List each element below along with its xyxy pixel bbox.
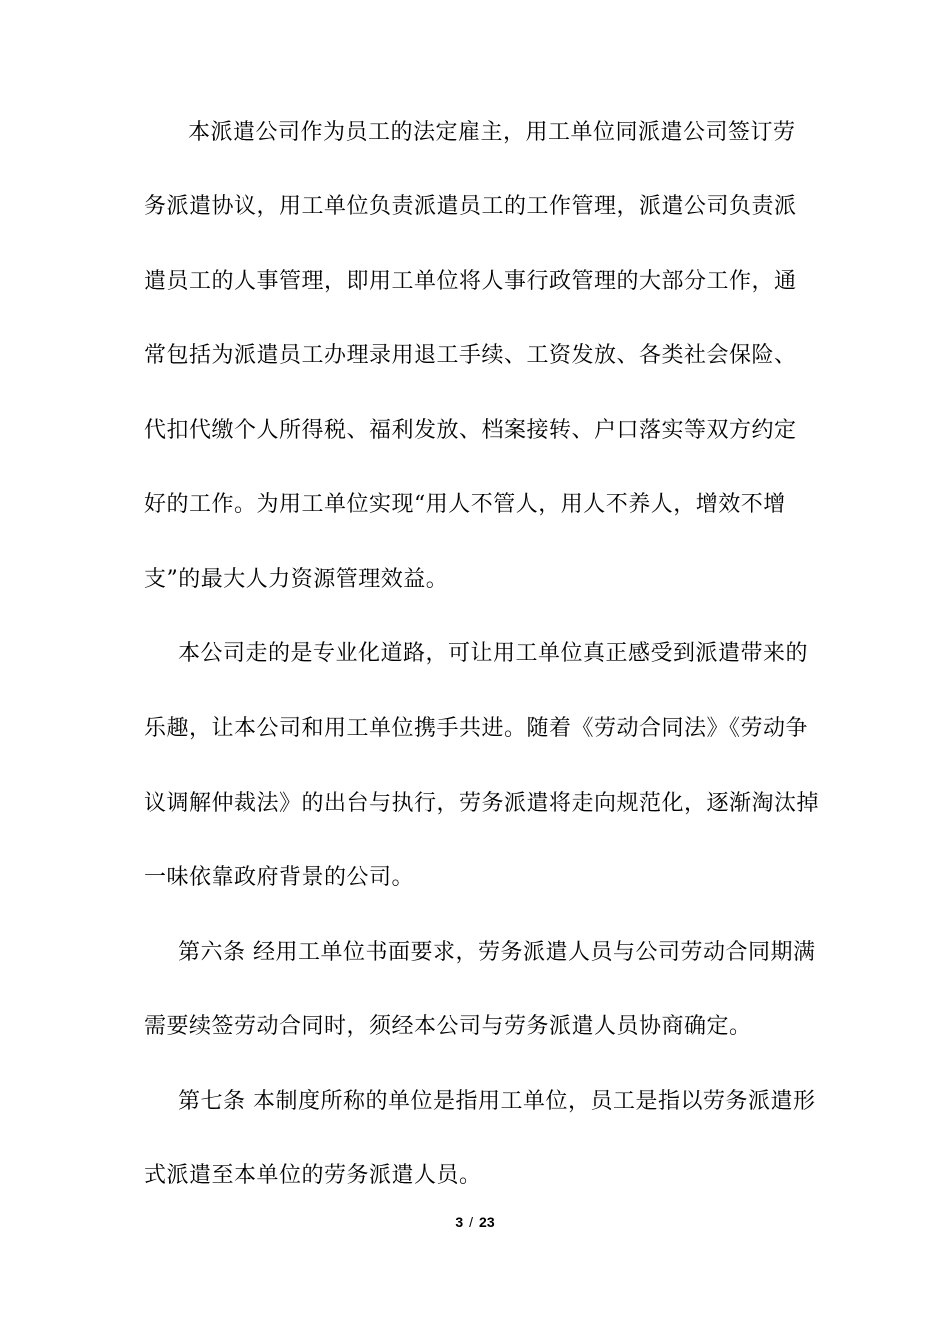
paragraph-2-line-3: 议调解仲裁法》的出台与执行，劳务派遣将走向规范化，逐渐淘汰掉 (144, 791, 820, 816)
page-number (0, 1212, 950, 1232)
paragraph-1-line-7: 支”的最大人力资源管理效益。 (144, 567, 449, 592)
paragraph-1-line-2: 务派遣协议，用工单位负责派遣员工的工作管理，派遣公司负责派 (144, 194, 797, 219)
paragraph-2-line-1: 本公司走的是专业化道路，可让用工单位真正感受到派遣带来的 (178, 641, 809, 666)
paragraph-1-line-1: 本派遣公司作为员工的法定雇主，用工单位同派遣公司签订劳 (188, 120, 796, 145)
total-pages-number: 23 (479, 1214, 495, 1230)
paragraph-1-line-3: 遣员工的人事管理，即用工单位将人事行政管理的大部分工作，通 (144, 269, 797, 294)
paragraph-4-line-1: 第七条 本制度所称的单位是指用工单位，员工是指以劳务派遣形 (178, 1089, 816, 1114)
paragraph-1-line-6: 好的工作。为用工单位实现“用人不管人，用人不养人，增效不增 (144, 492, 786, 517)
paragraph-3-line-1: 第六条 经用工单位书面要求，劳务派遣人员与公司劳动合同期满 (178, 940, 816, 965)
page-number-separator: / (469, 1214, 474, 1230)
paragraph-1-line-5: 代扣代缴个人所得税、福利发放、档案接转、户口落实等双方约定 (144, 418, 797, 443)
paragraph-3-line-2: 需要续签劳动合同时，须经本公司与劳务派遣人员协商确定。 (144, 1014, 752, 1039)
paragraph-2-line-2: 乐趣，让本公司和用工单位携手共进。随着《劳动合同法》《劳动争 (144, 716, 809, 741)
paragraph-4-line-2: 式派遣至本单位的劳务派遣人员。 (144, 1163, 482, 1188)
paragraph-1-line-4: 常包括为派遣员工办理录用退工手续、工资发放、各类社会保险、 (144, 343, 797, 368)
paragraph-2-line-4: 一味依靠政府背景的公司。 (144, 865, 415, 890)
current-page-number: 3 (455, 1214, 464, 1230)
